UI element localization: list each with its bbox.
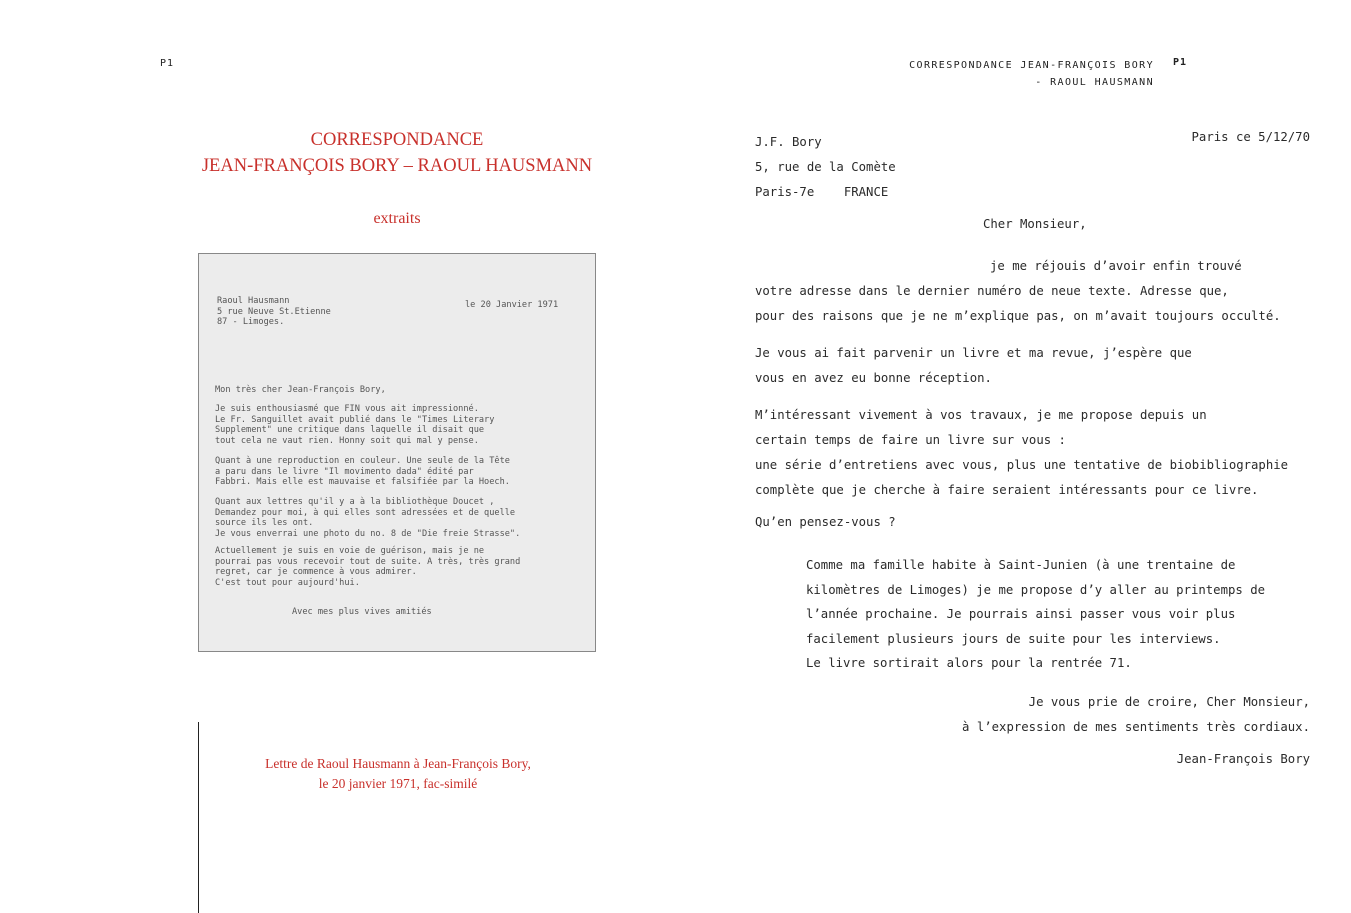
letter-paragraph-3: M’intéressant vivement à vos travaux, je me propose depuis un certain temps de faire un livre sur vous : une série d’entretiens avec vous, plus une tentative de biobibliographie complète que je cherche à faire seraient intéressants pour ce livre.: [755, 408, 1289, 497]
facsimile-paragraph-3: Quant aux lettres qu'il y a à la bibliothèque Doucet , Demandez pour moi, à qui elles sont adressées et de quelle source ils les ont. Je vous enverrai une photo du no. 8 de "Die freie Strasse".: [215, 497, 521, 539]
book-title: [197, 127, 597, 179]
margin-rule: [198, 722, 199, 913]
facsimile-date: le 20 Janvier 1971: [465, 300, 559, 310]
letter-date: Paris ce 5/12/70: [1191, 130, 1310, 144]
image-caption: Lettre de Raoul Hausmann à Jean-François Bory, le 20 janvier 1971, fac-similé: [265, 756, 531, 791]
facsimile-sender: Raoul Hausmann 5 rue Neuve St.Etienne 87 - Limoges.: [217, 296, 331, 327]
title-line-1: CORRESPONDANCE: [310, 130, 484, 150]
letter-sender-address: J.F. Bory 5, rue de la Comète Paris-7e FRANCE: [755, 135, 896, 199]
facsimile-paragraph-2: Quant à une reproduction en couleur. Une seule de la Tête a paru dans le livre "Il movimento dada" édité par Fabbri. Mais elle est mauvaise et falsifiée par la Hoech.: [215, 456, 510, 487]
letter-salutation: Cher Monsieur,: [983, 217, 1087, 231]
subtitle: extraits: [373, 210, 421, 227]
facsimile-paragraph-4: Actuellement je suis en voie de guérison, mais je ne pourrai pas vous recevoir tout de suite. A très, très grand regret, car je commence à vous admirer. C'est tout pour aujourd'hui.: [215, 546, 521, 588]
left-page-number: P1: [160, 58, 175, 69]
letter-paragraph-1: je me réjouis d’avoir enfin trouvé votre adresse dans le dernier numéro de neue texte. Adresse que, pour des raisons que je ne m’explique pas, on m’avait toujours occulté.: [755, 259, 1281, 323]
letter-signature: Jean-François Bory: [1176, 752, 1310, 766]
right-page-number: P1: [1173, 57, 1188, 68]
letter-paragraph-4: Comme ma famille habite à Saint-Junien (à une trentaine de kilomètres de Limoges) je me propose d’y aller au printemps de l’année prochaine. Je pourrais ainsi passer vous voir plus facilement plusieurs jours de suite pour les interviews. Le livre sortirait alors pour la rentrée 71.: [806, 558, 1266, 670]
running-head: CORRESPONDANCE JEAN-FRANÇOIS BORY - RAOUL HAUSMANN: [909, 60, 1154, 88]
letter-facsimile-image: [198, 253, 596, 652]
facsimile-closing: Avec mes plus vives amitiés: [292, 607, 432, 617]
facsimile-salutation: Mon très cher Jean-François Bory,: [215, 385, 386, 395]
letter-question: Qu’en pensez-vous ?: [755, 515, 896, 529]
title-line-2: JEAN-FRANÇOIS BORY – RAOUL HAUSMANN: [201, 156, 593, 176]
facsimile-paragraph-1: Je suis enthousiasmé que FIN vous ait impressionné. Le Fr. Sanguillet avait publié dans le "Times Literary Supplement" une critique dans laquelle il disait que tout cela ne vaut rien. Honny soit qui mal y pense.: [215, 404, 495, 446]
letter-paragraph-2: Je vous ai fait parvenir un livre et ma revue, j’espère que vous en avez eu bonne réception.: [755, 346, 1192, 385]
letter-closing: Je vous prie de croire, Cher Monsieur, à l’expression de mes sentiments très cordiaux.: [962, 695, 1310, 734]
